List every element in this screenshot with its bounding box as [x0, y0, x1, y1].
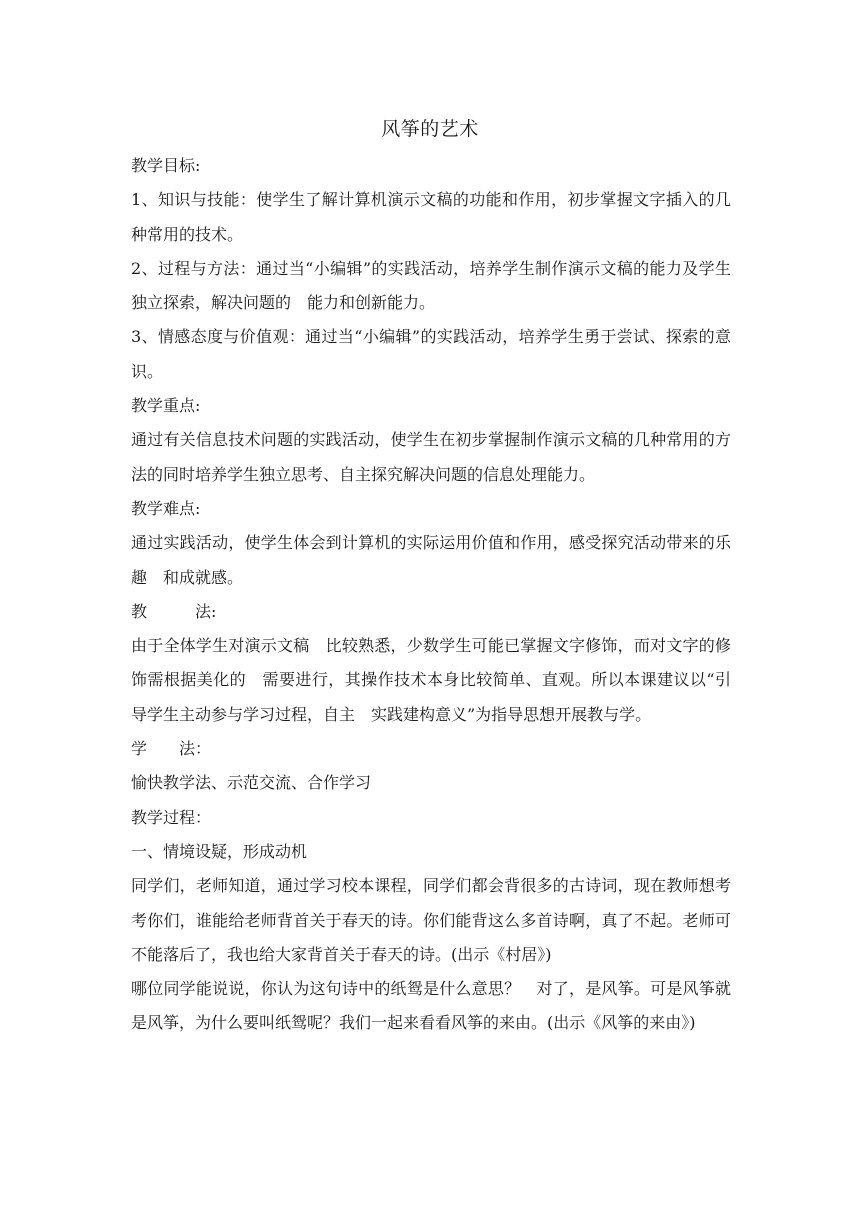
paragraph-process-step-one: 一、情境设疑，形成动机 — [131, 841, 308, 861]
paragraph-difficulties: 通过实践活动，使学生体会到计算机的实际运用价值和作用，感受探究活动带来的乐趣 和成就感。 — [131, 533, 731, 587]
section-heading-key-points: 教学重点: — [131, 396, 201, 416]
paragraph-teaching-method: 由于全体学生对演示文稿 比较熟悉，少数学生可能已掌握文字修饰，而对文字的修饰需根据美化的 需要进行，其操作技术本身比较简单、直观。所以本课建议以“引导学生主动参与学习过程，自主 实践建构意义”为指导思想开展教与学。 — [131, 636, 731, 724]
section-heading-process: 教学过程： — [131, 807, 212, 827]
paragraph-objective-emotion: 3、情感态度与价值观：通过当“小编辑”的实践活动，培养学生勇于尝试、探索的意识。 — [131, 327, 731, 381]
section-heading-objectives: 教学目标: — [131, 156, 201, 175]
paragraph-learning-method: 愉快教学法、示范交流、合作学习 — [131, 773, 372, 793]
section-heading-learning-method: 学 法： — [131, 739, 212, 759]
section-heading-teaching-method: 教 法: — [131, 601, 217, 621]
paragraph-process-question: 哪位同学能说说，你认为这句诗中的纸鸳是什么意思？ 对了，是风筝。可是风筝就是风筝，为什么要叫纸鸳呢？我们一起来看看风筝的来由。(出示《风筝的来由》) — [131, 979, 731, 1033]
section-heading-difficulties: 教学难点: — [131, 498, 201, 518]
paragraph-process-intro: 同学们，老师知道，通过学习校本课程，同学们都会背很多的古诗词，现在教师想考考你们，谁能给老师背首关于春天的诗。你们能背这么多首诗啊，真了不起。老师可不能落后了，我也给大家背首关于春天的诗。(出示《村居》) — [131, 876, 731, 964]
document-body — [131, 149, 731, 1041]
paragraph-objective-process: 2、过程与方法：通过当“小编辑”的实践活动，培养学生制作演示文稿的能力及学生独立探索，解决问题的 能力和创新能力。 — [131, 258, 731, 313]
document-title: 风筝的艺术 — [381, 118, 479, 140]
paragraph-objective-knowledge: 1、知识与技能：使学生了解计算机演示文稿的功能和作用，初步掌握文字插入的几种常用的技术。 — [131, 190, 731, 244]
paragraph-key-points: 通过有关信息技术问题的实践活动，使学生在初步掌握制作演示文稿的几种常用的方法的同时培养学生独立思考、自主探究解决问题的信息处理能力。 — [131, 430, 731, 484]
